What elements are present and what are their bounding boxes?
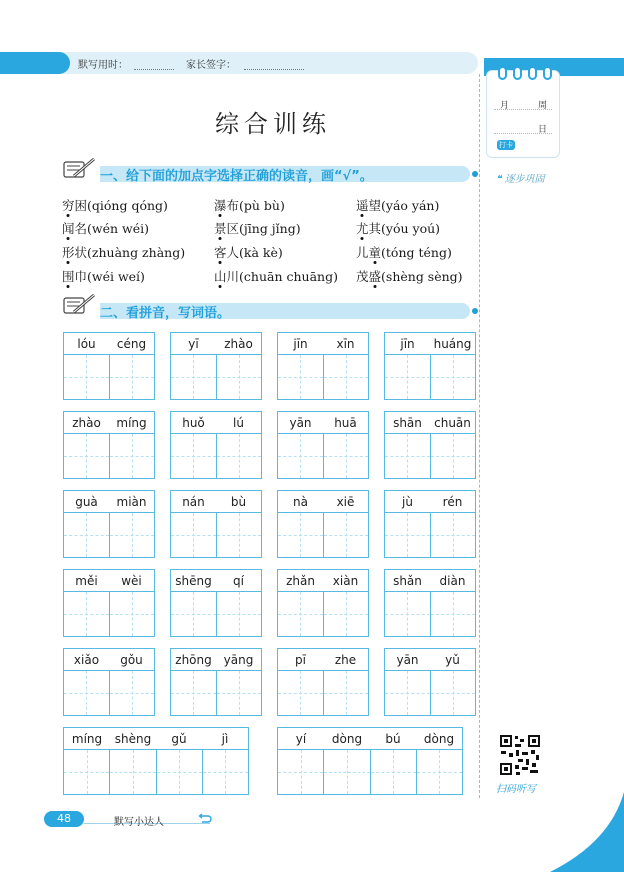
character-box[interactable]: [430, 592, 476, 636]
pinyin-label: zhào: [72, 416, 101, 430]
pinyin-label: zhào: [224, 337, 253, 351]
item-text: 名(wén wéi): [74, 221, 149, 236]
character-box[interactable]: [109, 592, 155, 636]
character-box[interactable]: [202, 750, 248, 794]
pinyin-label: jù: [402, 495, 413, 509]
character-row: [171, 434, 261, 478]
character-row: [171, 592, 261, 636]
pencil-notebook-icon: [60, 292, 98, 316]
character-row: [64, 671, 154, 715]
section2-heading: 二、看拼音，写词语。: [100, 306, 231, 321]
page-title: 综合训练: [215, 110, 331, 138]
item-text: 川(chuān chuāng): [226, 269, 338, 284]
character-box[interactable]: [385, 434, 430, 478]
section-dot: [472, 171, 478, 177]
time-label: 默写用时：: [78, 60, 128, 71]
character-box[interactable]: [109, 671, 155, 715]
dotted-character: 穷: [62, 198, 75, 213]
pronunciation-item[interactable]: [62, 196, 168, 214]
character-row: [64, 355, 154, 399]
character-box[interactable]: [323, 671, 369, 715]
item-text: 区(jīng jǐng): [226, 221, 301, 236]
character-box[interactable]: [385, 592, 430, 636]
pinyin-label: shǎn: [393, 574, 422, 588]
pinyin-label: guà: [75, 495, 98, 509]
pinyin-label: chuān: [434, 416, 471, 430]
pinyin-label: miàn: [116, 495, 147, 509]
writing-grid[interactable]: [63, 411, 155, 479]
section1-heading: 一、给下面的加点字选择正确的读音，画“√”。: [100, 169, 373, 184]
character-row: [278, 750, 462, 794]
dotted-character: 景: [214, 221, 227, 236]
pinyin-row: [64, 570, 154, 592]
pinyin-row: [64, 491, 154, 513]
pinyin-label: rén: [442, 495, 463, 509]
character-box[interactable]: [216, 434, 262, 478]
pinyin-label: dòng: [331, 732, 363, 746]
character-box[interactable]: [323, 355, 369, 399]
pinyin-label: huáng: [433, 337, 472, 351]
item-text: (shèng sèng): [381, 269, 463, 284]
character-box[interactable]: [278, 355, 323, 399]
pinyin-row: [171, 412, 261, 434]
writing-grid[interactable]: [63, 332, 155, 400]
pinyin-label: zhōng: [175, 653, 212, 667]
sign-line: [244, 69, 304, 70]
pinyin-label: yān: [396, 653, 419, 667]
pinyin-label: xiàn: [332, 574, 359, 588]
character-box[interactable]: [278, 513, 323, 557]
pinyin-row: [385, 570, 475, 592]
writing-grid[interactable]: [384, 490, 476, 558]
card-month: 月: [500, 101, 510, 111]
pinyin-label: xīn: [336, 337, 355, 351]
writing-grid[interactable]: [170, 648, 262, 716]
pronunciation-item[interactable]: [62, 243, 185, 261]
pinyin-label: bù: [230, 495, 247, 509]
character-box[interactable]: [171, 671, 216, 715]
item-text: 困(qióng qóng): [74, 198, 168, 213]
checkin-badge: 打卡: [499, 141, 513, 149]
pinyin-row: [278, 333, 368, 355]
pinyin-label: míng: [116, 416, 147, 430]
pinyin-label: bú: [385, 732, 401, 746]
ring-icon: [513, 66, 522, 80]
pinyin-label: dòng: [423, 732, 455, 746]
ring-icon: [528, 66, 537, 80]
pinyin-label: míng: [71, 732, 103, 746]
character-box[interactable]: [430, 355, 476, 399]
character-box[interactable]: [278, 671, 323, 715]
character-box[interactable]: [64, 513, 109, 557]
writing-grid[interactable]: [277, 648, 369, 716]
pinyin-label: huā: [334, 416, 357, 430]
character-box[interactable]: [64, 355, 109, 399]
pinyin-label: yān: [289, 416, 312, 430]
item-text: 其(yóu yoú): [368, 221, 441, 236]
pronunciation-item[interactable]: [356, 267, 463, 285]
writing-grid[interactable]: [170, 490, 262, 558]
character-box[interactable]: [370, 750, 416, 794]
character-row: [171, 513, 261, 557]
pinyin-label: huǒ: [182, 416, 205, 430]
pinyin-row: [278, 728, 462, 750]
character-row: [171, 355, 261, 399]
pinyin-row: [171, 491, 261, 513]
pinyin-row: [278, 570, 368, 592]
pinyin-row: [64, 333, 154, 355]
character-box[interactable]: [64, 750, 109, 794]
writing-grid[interactable]: [277, 569, 369, 637]
character-box[interactable]: [385, 355, 430, 399]
pinyin-label: pī: [295, 653, 306, 667]
writing-grid[interactable]: [170, 332, 262, 400]
pronunciation-item[interactable]: [214, 196, 285, 214]
pinyin-label: gǒu: [120, 653, 143, 667]
pronunciation-item[interactable]: [62, 267, 145, 285]
writing-grid[interactable]: [277, 490, 369, 558]
character-box[interactable]: [416, 750, 462, 794]
item-prefix: 茂: [356, 269, 369, 284]
writing-grid[interactable]: [384, 569, 476, 637]
character-box[interactable]: [385, 671, 430, 715]
character-box[interactable]: [385, 513, 430, 557]
ring-icon: [498, 66, 507, 80]
pinyin-label: céng: [116, 337, 147, 351]
character-box[interactable]: [323, 592, 369, 636]
character-row: [64, 592, 154, 636]
writing-grid[interactable]: [63, 490, 155, 558]
character-row: [278, 434, 368, 478]
dotted-character: 尤: [356, 221, 369, 236]
dotted-character: 盛: [368, 269, 382, 284]
character-box[interactable]: [278, 592, 323, 636]
character-box[interactable]: [109, 750, 155, 794]
character-row: [385, 592, 475, 636]
item-text: 人(kà kè): [226, 245, 283, 260]
pinyin-label: nán: [182, 495, 205, 509]
pinyin-label: yī: [188, 337, 199, 351]
header-tab: [0, 52, 70, 74]
card-week: 周: [538, 101, 548, 111]
character-row: [171, 671, 261, 715]
character-box[interactable]: [216, 513, 262, 557]
margin-divider: [479, 74, 480, 798]
sign-label: 家长签字：: [186, 60, 236, 71]
dotted-character: 闻: [62, 221, 75, 236]
writing-grid[interactable]: [63, 569, 155, 637]
time-line: [134, 69, 174, 70]
section-dot: [472, 308, 478, 314]
writing-grid[interactable]: [277, 332, 369, 400]
pinyin-row: [385, 649, 475, 671]
writing-grid[interactable]: [277, 727, 463, 795]
character-box[interactable]: [216, 592, 262, 636]
pronunciation-item[interactable]: [356, 196, 439, 214]
margin-note: ❝ 逐步巩固: [496, 174, 545, 185]
writing-grid[interactable]: [170, 411, 262, 479]
pencil-notebook-icon: [60, 156, 98, 180]
character-row: [385, 513, 475, 557]
book-title: 默写小达人: [114, 817, 164, 828]
qr-code[interactable]: [498, 733, 542, 777]
pinyin-label: yāng: [223, 653, 254, 667]
pinyin-label: zhe: [334, 653, 357, 667]
writing-grid[interactable]: [384, 411, 476, 479]
character-box[interactable]: [323, 750, 369, 794]
character-box[interactable]: [278, 750, 323, 794]
pinyin-label: xiǎo: [73, 653, 100, 667]
character-box[interactable]: [109, 513, 155, 557]
character-box[interactable]: [109, 355, 155, 399]
pronunciation-item[interactable]: [356, 243, 452, 261]
item-text: (tóng téng): [381, 245, 452, 260]
pinyin-row: [64, 412, 154, 434]
item-text: 状(zhuàng zhàng): [74, 245, 186, 260]
character-box[interactable]: [323, 513, 369, 557]
character-box[interactable]: [109, 434, 155, 478]
corner-decoration: [550, 792, 624, 872]
dotted-character: 客: [214, 245, 227, 260]
writing-grid[interactable]: [384, 648, 476, 716]
dotted-character: 形: [62, 245, 75, 260]
pronunciation-item[interactable]: [214, 267, 338, 285]
item-prefix: 儿: [356, 245, 369, 260]
dotted-character: 童: [368, 245, 382, 260]
pinyin-label: gǔ: [171, 732, 187, 746]
pinyin-label: jīn: [293, 337, 308, 351]
card-day: 日: [538, 125, 548, 135]
pinyin-row: [171, 570, 261, 592]
dotted-character: 遥: [356, 198, 369, 213]
character-row: [385, 671, 475, 715]
character-box[interactable]: [171, 592, 216, 636]
pinyin-row: [64, 649, 154, 671]
qr-caption: 扫码听写: [496, 784, 536, 795]
character-row: [278, 513, 368, 557]
pinyin-label: wèi: [121, 574, 142, 588]
character-box[interactable]: [430, 671, 476, 715]
character-box[interactable]: [64, 434, 109, 478]
character-row: [64, 513, 154, 557]
pinyin-row: [385, 333, 475, 355]
character-box[interactable]: [64, 592, 109, 636]
writing-grid[interactable]: [63, 648, 155, 716]
character-row: [278, 592, 368, 636]
pinyin-row: [64, 728, 248, 750]
writing-grid[interactable]: [277, 411, 369, 479]
item-text: 巾(wéi weí): [74, 269, 145, 284]
pronunciation-item[interactable]: [62, 219, 149, 237]
character-box[interactable]: [171, 434, 216, 478]
character-row: [385, 355, 475, 399]
pinyin-label: qí: [233, 574, 244, 588]
pinyin-label: xiē: [336, 495, 355, 509]
footprint-icon: ❝: [496, 174, 505, 185]
pinyin-row: [171, 649, 261, 671]
character-row: [385, 434, 475, 478]
writing-grid[interactable]: [384, 332, 476, 400]
pinyin-label: nà: [293, 495, 308, 509]
pronunciation-item[interactable]: [356, 219, 440, 237]
character-box[interactable]: [216, 671, 262, 715]
character-box[interactable]: [64, 671, 109, 715]
character-box[interactable]: [430, 434, 476, 478]
character-row: [64, 434, 154, 478]
dotted-character: 围: [62, 269, 75, 284]
character-box[interactable]: [430, 513, 476, 557]
pinyin-row: [385, 412, 475, 434]
dotted-character: 山: [214, 269, 227, 284]
character-box[interactable]: [171, 513, 216, 557]
pinyin-label: shèng: [114, 732, 152, 746]
page-number: 48: [44, 811, 84, 827]
pinyin-label: zhǎn: [286, 574, 315, 588]
pinyin-label: shān: [393, 416, 422, 430]
pinyin-row: [385, 491, 475, 513]
character-row: [278, 671, 368, 715]
pinyin-label: diàn: [439, 574, 466, 588]
character-box[interactable]: [323, 434, 369, 478]
pinyin-row: [278, 491, 368, 513]
header-band: [0, 52, 478, 74]
writing-grid[interactable]: [63, 727, 249, 795]
pinyin-row: [171, 333, 261, 355]
character-box[interactable]: [171, 355, 216, 399]
pinyin-label: jīn: [400, 337, 415, 351]
dotted-character: 瀑: [214, 198, 227, 213]
pinyin-label: yǔ: [445, 653, 460, 667]
pinyin-label: měi: [75, 574, 98, 588]
pinyin-label: lú: [233, 416, 244, 430]
pronunciation-item[interactable]: [214, 243, 283, 261]
ring-icon: [543, 66, 552, 80]
character-box[interactable]: [156, 750, 202, 794]
character-box[interactable]: [278, 434, 323, 478]
pronunciation-item[interactable]: [214, 219, 301, 237]
item-text: 布(pù bù): [226, 198, 285, 213]
character-box[interactable]: [216, 355, 262, 399]
pinyin-label: lóu: [77, 337, 96, 351]
character-row: [64, 750, 248, 794]
pinyin-label: yí: [295, 732, 307, 746]
writing-grid[interactable]: [170, 569, 262, 637]
pinyin-row: [278, 412, 368, 434]
return-arrow-icon: [198, 813, 212, 823]
character-row: [278, 355, 368, 399]
item-text: 望(yáo yán): [368, 198, 440, 213]
pinyin-label: shēng: [175, 574, 212, 588]
pinyin-label: jì: [221, 732, 229, 746]
pinyin-row: [278, 649, 368, 671]
